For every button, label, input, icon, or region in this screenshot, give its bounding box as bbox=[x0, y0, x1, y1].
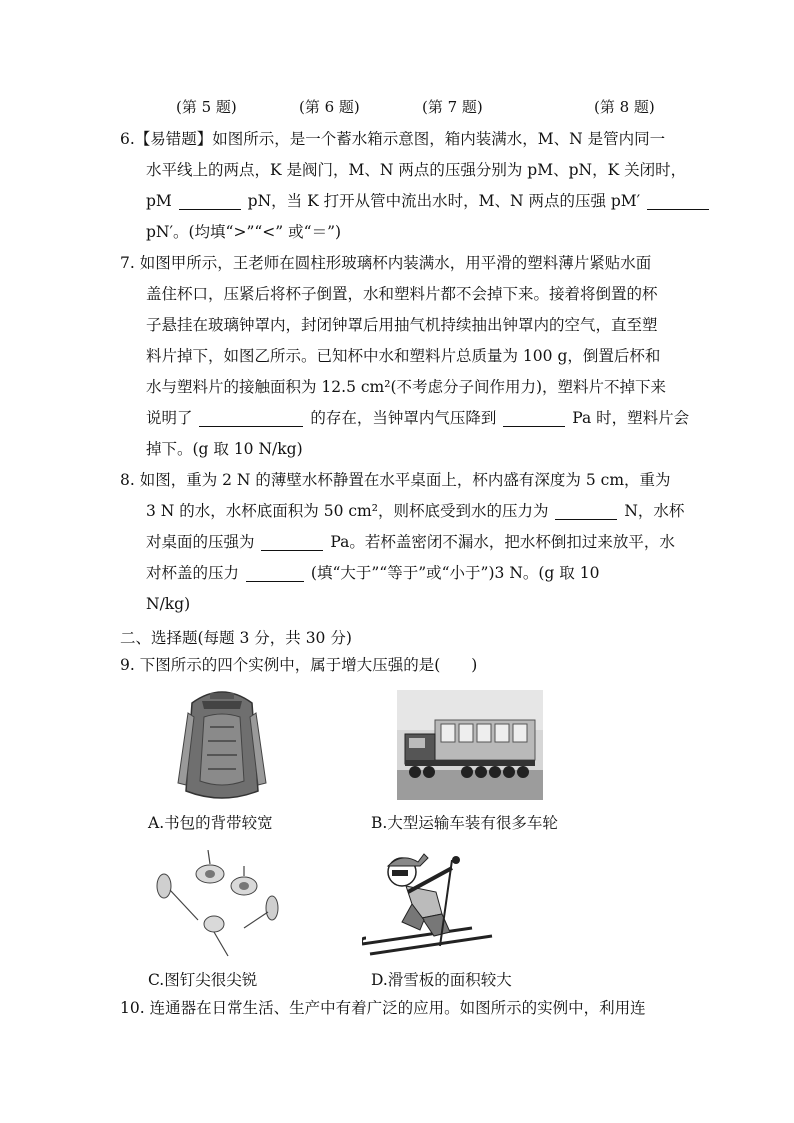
q6-blank-2[interactable] bbox=[647, 191, 709, 210]
q7-blank-2[interactable] bbox=[503, 408, 565, 427]
q8-blank-1[interactable] bbox=[555, 501, 617, 520]
option-c-label: C.图钉尖很尖锐 bbox=[148, 971, 258, 989]
q6-line-2: 水平线上的两点，K 是阀门，M、N 两点的压强分别为 pM、pN，K 关闭时， bbox=[146, 161, 687, 179]
caption-q6: (第 6 题) bbox=[299, 98, 360, 116]
q8-line-4-a: 对杯盖的压力 bbox=[146, 564, 240, 582]
q7-blank-1[interactable] bbox=[199, 408, 303, 427]
q7-line-2: 盖住杯口，压紧后将杯子倒置，水和塑料片都不会掉下来。接着将倒置的杯 bbox=[146, 285, 658, 303]
q8-line-2 bbox=[120, 496, 685, 527]
q10-line-1: 10. 连通器在日常生活、生产中有着广泛的应用。如图所示的实例中，利用连 bbox=[120, 999, 646, 1017]
q7-line-6 bbox=[120, 403, 690, 434]
q7-line-4: 料片掉下，如图乙所示。已知杯中水和塑料片总质量为 100 g，倒置后杯和 bbox=[146, 347, 661, 365]
q7-line-7: 掉下。(g 取 10 N/kg) bbox=[146, 440, 303, 458]
q8-line-5: N/kg) bbox=[146, 595, 191, 613]
q7-line-6-a: 说明了 bbox=[146, 409, 193, 427]
thumbtacks-image bbox=[152, 850, 288, 960]
q7-line-3: 子悬挂在玻璃钟罩内，封闭钟罩后用抽气机持续抽出钟罩内的空气，直至塑 bbox=[146, 316, 658, 334]
q8-line-3 bbox=[120, 527, 680, 558]
q6-line-4: pN′。(均填“>”“<” 或“＝”) bbox=[146, 223, 342, 241]
section-2-heading: 二、选择题(每题 3 分，共 30 分) bbox=[120, 629, 352, 647]
q9-stem: 9. 下图所示的四个实例中，属于增大压强的是( ) bbox=[120, 656, 478, 674]
option-b-label: B.大型运输车装有很多车轮 bbox=[371, 814, 558, 832]
caption-q5: (第 5 题) bbox=[176, 98, 237, 116]
q6-blank-1[interactable] bbox=[179, 191, 241, 210]
q7-line-5: 水与塑料片的接触面积为 12.5 cm²(不考虑分子间作用力)，塑料片不掉下来 bbox=[146, 378, 667, 396]
q8-line-3-a: 对桌面的压强为 bbox=[146, 533, 255, 551]
option-a-label: A.书包的背带较宽 bbox=[148, 814, 273, 832]
q6-line-3 bbox=[120, 186, 680, 217]
q7-line-1: 7. 如图甲所示，王老师在圆柱形玻璃杯内装满水，用平滑的塑料薄片紧贴水面 bbox=[120, 254, 652, 272]
question-9 bbox=[120, 650, 680, 681]
question-8 bbox=[120, 465, 685, 620]
q8-blank-2[interactable] bbox=[261, 532, 323, 551]
q6-pm-label: pM bbox=[146, 192, 172, 210]
q8-line-4 bbox=[120, 558, 680, 589]
q8-line-3-b: Pa。若杯盖密闭不漏水，把水杯倒扣过来放平，水 bbox=[330, 533, 675, 551]
q6-line-1: 6.【易错题】如图所示，是一个蓄水箱示意图，箱内装满水，M、N 是管内同一 bbox=[120, 130, 666, 148]
skier-image bbox=[362, 848, 494, 960]
q7-line-6-b: 的存在，当钟罩内气压降到 bbox=[310, 409, 497, 427]
q8-blank-3[interactable] bbox=[246, 563, 304, 582]
option-d-label: D.滑雪板的面积较大 bbox=[371, 971, 512, 989]
backpack-image bbox=[174, 683, 270, 805]
q8-line-1: 8. 如图，重为 2 N 的薄壁水杯静置在水平桌面上，杯内盛有深度为 5 cm，重为 bbox=[120, 471, 671, 489]
q6-line-3-text: pN，当 K 打开从管中流出水时，M、N 两点的压强 pM′ bbox=[247, 192, 641, 210]
question-10 bbox=[120, 993, 680, 1024]
question-7 bbox=[120, 248, 690, 465]
q8-line-2-a: 3 N 的水，水杯底面积为 50 cm²，则杯底受到水的压力为 bbox=[146, 502, 549, 520]
caption-q7: (第 7 题) bbox=[422, 98, 483, 116]
caption-q8: (第 8 题) bbox=[594, 98, 655, 116]
figure-captions bbox=[0, 96, 794, 118]
q8-line-4-b: (填“大于”“等于”或“小于”)3 N。(g 取 10 bbox=[310, 564, 600, 582]
q7-line-6-c: Pa 时，塑料片会 bbox=[572, 409, 690, 427]
q8-line-2-b: N，水杯 bbox=[624, 502, 685, 520]
question-6 bbox=[120, 124, 687, 248]
transport-truck-image bbox=[397, 690, 543, 800]
